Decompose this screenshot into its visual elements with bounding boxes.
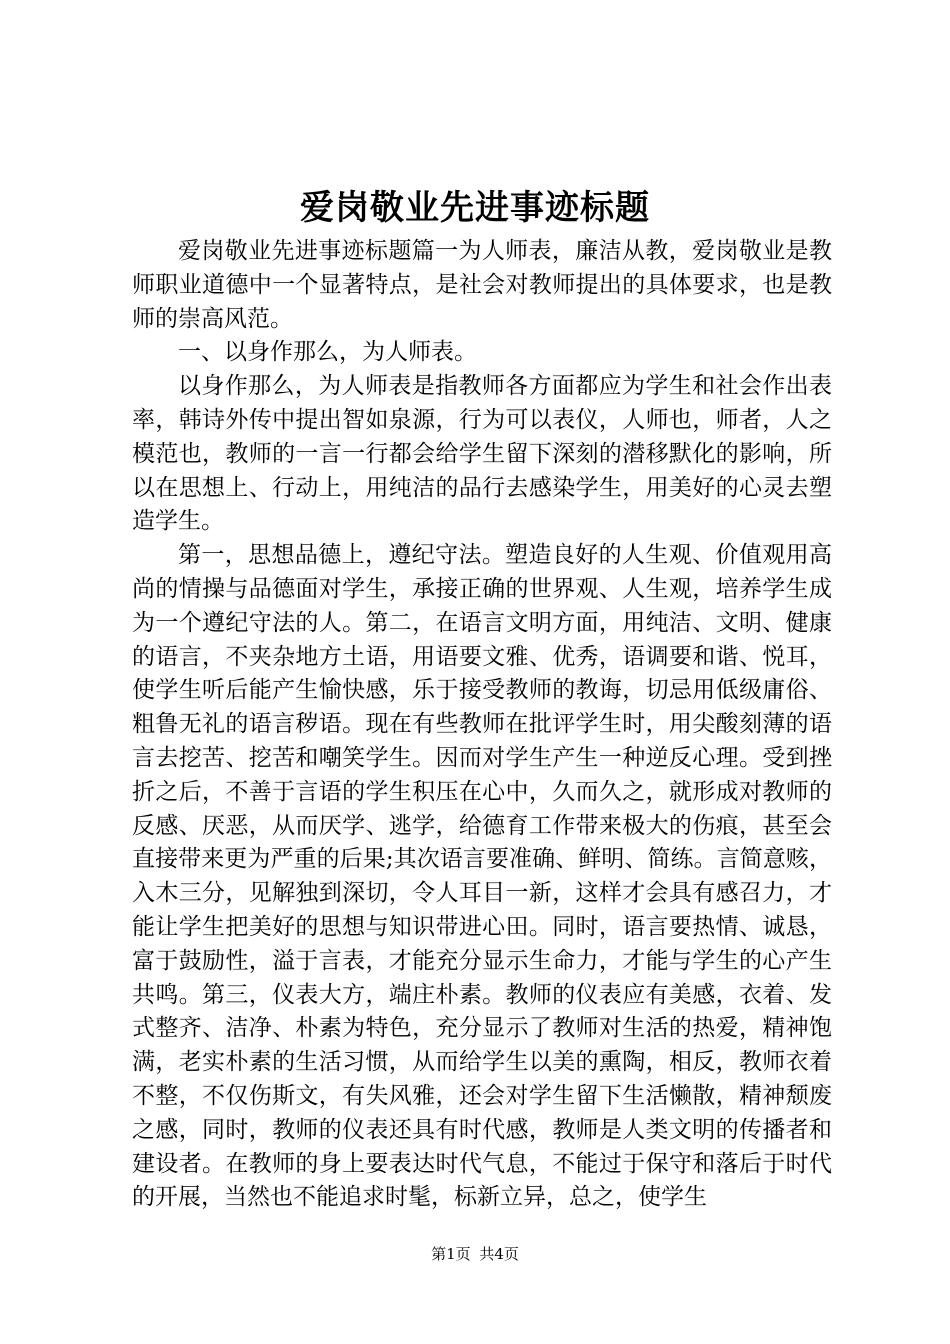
- paragraph-intro: 爱岗敬业先进事迹标题篇一为人师表，廉洁从教，爱岗敬业是教师职业道德中一个显著特点，是社会对教师提出的具体要求，也是教师的崇高风范。: [132, 238, 832, 332]
- page-total: 共4页: [479, 1245, 519, 1263]
- document-body: [132, 235, 832, 1215]
- paragraph-role-model: 以身作那么，为人师表是指教师各方面都应为学生和社会作出表率，韩诗外传中提出智如泉源，行为可以表仪，人师也，师者，人之模范也，教师的一言一行都会给学生留下深刻的潜移默化的影响，所以在思想上、行动上，用纯洁的品行去感染学生，用美好的心灵去塑造学生。: [132, 373, 832, 535]
- document-title: 爱岗敬业先进事迹标题: [300, 188, 650, 228]
- page-number: 第1页: [431, 1245, 471, 1263]
- page-footer: [0, 1243, 950, 1265]
- paragraph-section-heading: 一、以身作那么，为人师表。: [178, 339, 477, 366]
- paragraph-details: 第一，思想品德上，遵纪守法。塑造良好的人生观、价值观用高尚的情操与品德面对学生，承接正确的世界观、人生观，培养学生成为一个遵纪守法的人。第二，在语言文明方面，用纯洁、文明、健康的语言，不夹杂地方土语，用语要文雅、优秀，语调要和谐、悦耳，使学生听后能产生愉快感，乐于接受教师的教诲，切忌用低级庸俗、粗鲁无礼的语言秽语。现在有些教师在批评学生时，用尖酸刻薄的语言去挖苦、挖苦和嘲笑学生。因而对学生产生一种逆反心理。受到挫折之后，不善于言语的学生积压在心中，久而久之，就形成对教师的反感、厌恶，从而厌学、逃学，给德育工作带来极大的伤痕，甚至会直接带来更为严重的后果;其次语言要准确、鲜明、简练。言简意赅，入木三分，见解独到深切，令人耳目一新，这样才会具有感召力，才能让学生把美好的思想与知识带进心田。同时，语言要热情、诚恳，富于鼓励性，溢于言表，才能充分显示生命力，才能与学生的心产生共鸣。第三，仪表大方，端庄朴素。教师的仪表应有美感，衣着、发式整齐、洁净、朴素为特色，充分显示了教师对生活的热爱，精神饱满，老实朴素的生活习惯，从而给学生以美的熏陶，相反，教师衣着不整，不仅伤斯文，有失风雅，还会对学生留下生活懒散，精神颓废之感，同时，教师的仪表还具有时代感，教师是人类文明的传播者和建设者。在教师的身上要表达时代气息，不能过于保守和落后于时代的开展，当然也不能追求时髦，标新立异，总之，使学生: [132, 542, 832, 1211]
